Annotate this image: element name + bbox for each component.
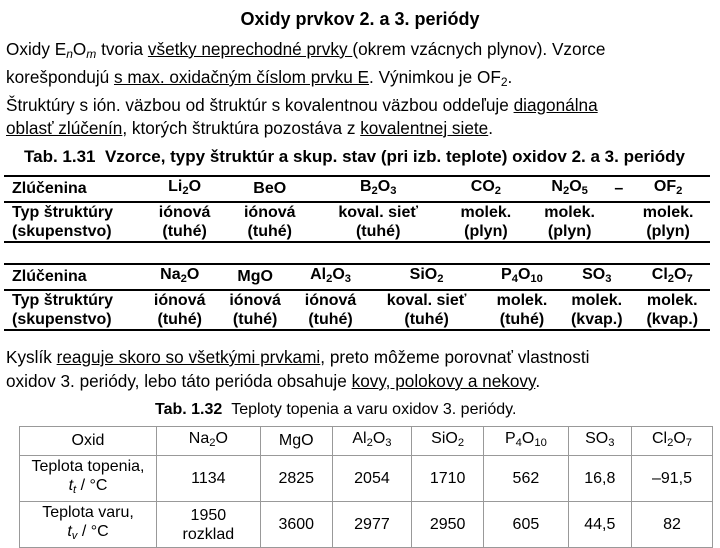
row-label-compound: Zlúčenina bbox=[4, 264, 142, 290]
structure-type: iónová bbox=[158, 204, 211, 221]
physical-state: (tuhé) bbox=[368, 310, 485, 330]
intro-paragraph bbox=[6, 38, 718, 140]
melting-point-value: 562 bbox=[484, 456, 568, 502]
oxide-formula: $Na_2O$ bbox=[157, 427, 261, 456]
physical-state: (tuhé) bbox=[485, 310, 559, 330]
table-row bbox=[20, 427, 713, 456]
structure-type: iónová bbox=[229, 292, 281, 309]
table1-period3 bbox=[4, 263, 710, 331]
table2-caption-text: Teploty topenia a varu oxidov 3. periódy. bbox=[231, 401, 517, 418]
oxide-formula: $Al_2O_3$ bbox=[332, 427, 411, 456]
table-row bbox=[4, 290, 710, 310]
structure-type: iónová bbox=[243, 204, 296, 221]
structure-type: molek. bbox=[544, 204, 595, 221]
table-row bbox=[4, 310, 710, 330]
compound-formula: SiO$_2$ bbox=[368, 264, 485, 290]
oxide-formula: $P_4O_{10}$ bbox=[484, 427, 568, 456]
compound-formula: BeO bbox=[227, 176, 312, 202]
compound-formula: – bbox=[612, 176, 627, 202]
compound-formula: $Na_2O$ bbox=[142, 264, 217, 290]
oxide-formula: $Cl_2O_7$ bbox=[631, 427, 712, 456]
compound-formula: MgO bbox=[217, 264, 292, 290]
row-label-structure: Typ štruktúry bbox=[12, 204, 114, 221]
table-row bbox=[20, 456, 713, 502]
oxide-header-label: Oxid bbox=[20, 427, 157, 456]
table-row bbox=[20, 502, 713, 548]
structure-type: koval. sieť bbox=[338, 204, 419, 221]
table2-temperatures bbox=[19, 426, 713, 548]
boiling-point-value: 44,5 bbox=[568, 502, 631, 548]
compound-formula: $CO_2$ bbox=[444, 176, 528, 202]
physical-state: (kvap.) bbox=[634, 310, 710, 330]
second-line-2: oxidov 3. periódy, lebo táto perióda obsahuje kovy, polokovy a nekovy. bbox=[6, 371, 541, 391]
row-label-compound: Zlúčenina bbox=[4, 176, 142, 202]
structure-type bbox=[612, 202, 627, 222]
compound-formula: $SO_3$ bbox=[559, 264, 634, 290]
compound-formula: $P_4O_{10}$ bbox=[485, 264, 559, 290]
intro-line-1: Oxidy $E_nO_m$ tvoria všetky neprechodné prvky (okrem vzácnych plynov). Vzorce bbox=[6, 39, 606, 61]
compound-formula: $Cl_2O_7$ bbox=[634, 264, 710, 290]
physical-state: (tuhé) bbox=[217, 310, 292, 330]
table-row bbox=[4, 176, 710, 202]
intro-line-4: oblasť zlúčenín, ktorých štruktúra pozostáva z kovalentnej siete. bbox=[6, 118, 494, 138]
table-row bbox=[4, 264, 710, 290]
compound-formula: $Al_2O_3$ bbox=[293, 264, 368, 290]
table1-caption bbox=[24, 147, 685, 167]
intro-line-3: Štruktúry s ión. väzbou od štruktúr s kovalentnou väzbou oddeľuje diagonálna bbox=[6, 95, 598, 115]
table2-caption bbox=[155, 401, 516, 419]
physical-state: (plyn) bbox=[528, 222, 612, 242]
boiling-label: Teplota varu, $t_v / ^\circ C$ bbox=[20, 502, 157, 548]
physical-state: (plyn) bbox=[444, 222, 528, 242]
physical-state: (tuhé) bbox=[227, 222, 312, 242]
table1-caption-text: Vzorce, typy štruktúr a skup. stav (pri izb. teplote) oxidov 2. a 3. periódy bbox=[104, 147, 685, 166]
physical-state: (tuhé) bbox=[293, 310, 368, 330]
structure-type: molek. bbox=[646, 292, 698, 309]
structure-type: iónová bbox=[153, 292, 206, 309]
physical-state bbox=[612, 222, 627, 242]
table-row bbox=[4, 222, 710, 242]
oxide-formula: $SO_3$ bbox=[568, 427, 631, 456]
structure-type: koval. sieť bbox=[386, 292, 467, 309]
second-paragraph bbox=[6, 345, 718, 393]
melting-point-value: –91,5 bbox=[631, 456, 712, 502]
compound-formula: $N_2O_5$ bbox=[528, 176, 612, 202]
melting-point-value: 2054 bbox=[332, 456, 411, 502]
table1-period2 bbox=[4, 175, 710, 243]
boiling-point-value: 605 bbox=[484, 502, 568, 548]
table2-caption-label: Tab. 1.32 bbox=[155, 401, 223, 418]
melting-point-value: 16,8 bbox=[568, 456, 631, 502]
structure-type: molek. bbox=[642, 204, 694, 221]
melting-point-value: 2825 bbox=[260, 456, 332, 502]
structure-type: molek. bbox=[460, 204, 512, 221]
second-line-1: Kyslík reaguje skoro so všetkými prvkami, preto môžeme porovnať vlastnosti bbox=[6, 347, 590, 367]
structure-type: molek. bbox=[496, 292, 548, 309]
compound-formula: $Li_2O$ bbox=[142, 176, 227, 202]
physical-state: (tuhé) bbox=[312, 222, 444, 242]
physical-state: (kvap.) bbox=[559, 310, 634, 330]
row-label-structure: Typ štruktúry bbox=[12, 292, 114, 309]
boiling-na2o-cell: 1950 rozklad bbox=[157, 502, 261, 548]
boiling-point-value: 82 bbox=[631, 502, 712, 548]
row-label-state: (skupenstvo) bbox=[4, 310, 142, 330]
melting-label: Teplota topenia, $t_t / ^\circ C$ bbox=[20, 456, 157, 502]
physical-state: (plyn) bbox=[626, 222, 710, 242]
page-title: Oxidy prvkov 2. a 3. periódy bbox=[240, 9, 480, 29]
oxide-formula: SiO$_2$ bbox=[412, 427, 484, 456]
melting-point-value: 1710 bbox=[412, 456, 484, 502]
table1-caption-label: Tab. 1.31 bbox=[24, 147, 96, 166]
boiling-point-value: 2950 bbox=[412, 502, 484, 548]
row-label-state: (skupenstvo) bbox=[4, 222, 142, 242]
physical-state: (tuhé) bbox=[142, 222, 227, 242]
compound-formula: $B_2O_3$ bbox=[312, 176, 444, 202]
boiling-point-value: 2977 bbox=[332, 502, 411, 548]
physical-state: (tuhé) bbox=[142, 310, 217, 330]
structure-type: molek. bbox=[571, 292, 623, 309]
oxide-formula: MgO bbox=[260, 427, 332, 456]
intro-line-2: korešpondujú s max. oxidačným číslom prvku E. Výnimkou je $OF_2$. bbox=[6, 67, 513, 89]
boiling-point-value: 3600 bbox=[260, 502, 332, 548]
melting-point-value: 1134 bbox=[157, 456, 261, 502]
structure-type: iónová bbox=[304, 292, 357, 309]
table-row bbox=[4, 202, 710, 222]
compound-formula: $OF_2$ bbox=[626, 176, 710, 202]
